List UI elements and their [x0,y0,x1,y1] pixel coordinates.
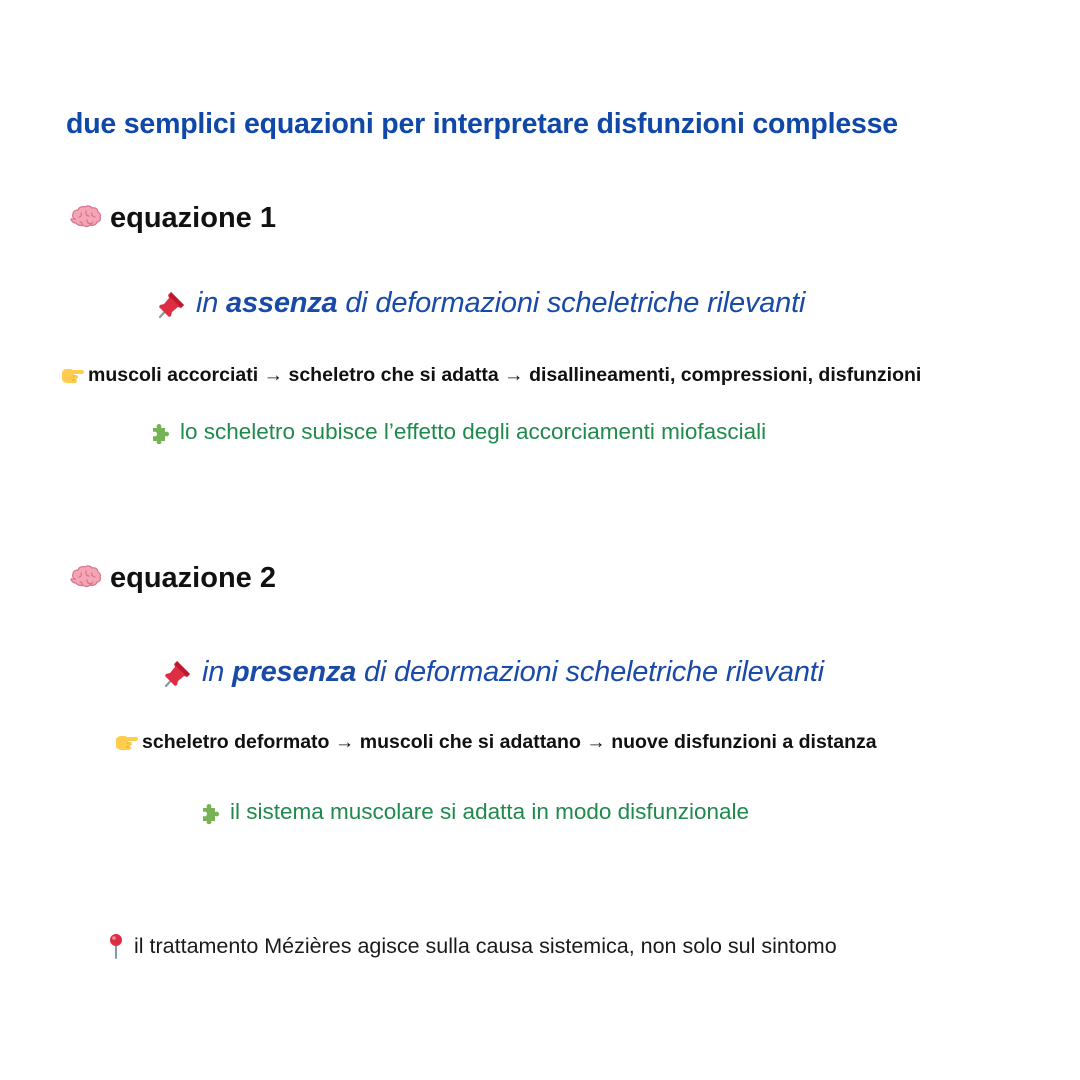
equation-2-chain-text: scheletro deformato → muscoli che si adattano → nuove disfunzioni a distanza [142,731,877,753]
equation-2-chain [114,731,877,754]
pointing-hand-icon [60,367,84,385]
equation-2-heading [70,562,276,595]
puzzle-piece-icon [150,420,174,444]
equation-1-chain [60,364,921,387]
equation-1-heading-text: equazione 1 [110,202,276,234]
equation-1-heading [70,202,276,235]
brain-icon [70,205,102,233]
equation-1-result [150,419,766,445]
equation-1-result-text: lo scheletro subisce l’effetto degli accorciamenti miofasciali [180,419,767,444]
brain-icon [70,565,102,593]
page-title-text: due semplici equazioni per interpretare disfunzioni complesse [66,108,898,140]
page-title [66,108,898,141]
equation-2-result [200,799,749,825]
footer-note-text: il trattamento Mézières agisce sulla causa sistemica, non solo sul sintomo [134,933,837,958]
pushpin-icon [162,657,194,689]
equation-1-condition-suffix: di deformazioni scheletriche rilevanti [345,287,806,319]
equation-1-condition-keyword: assenza [226,287,338,319]
puzzle-piece-icon [200,800,224,824]
round-pin-icon [106,933,126,959]
pushpin-icon [156,288,188,320]
pointing-hand-icon [114,734,138,752]
footer-note [106,933,837,959]
equation-2-condition [162,656,824,689]
equation-1-chain-text: muscoli accorciati → scheletro che si adatta → disallineamenti, compressioni, disfunzioni [88,364,922,386]
equation-2-heading-text: equazione 2 [110,562,276,594]
equation-2-condition-prefix: in [202,656,225,688]
equation-1-condition [156,287,805,320]
equation-2-result-text: il sistema muscolare si adatta in modo disfunzionale [230,799,750,824]
equation-2-condition-keyword: presenza [232,656,357,688]
equation-1-condition-prefix: in [196,287,219,319]
equation-2-condition-suffix: di deformazioni scheletriche rilevanti [364,656,824,688]
